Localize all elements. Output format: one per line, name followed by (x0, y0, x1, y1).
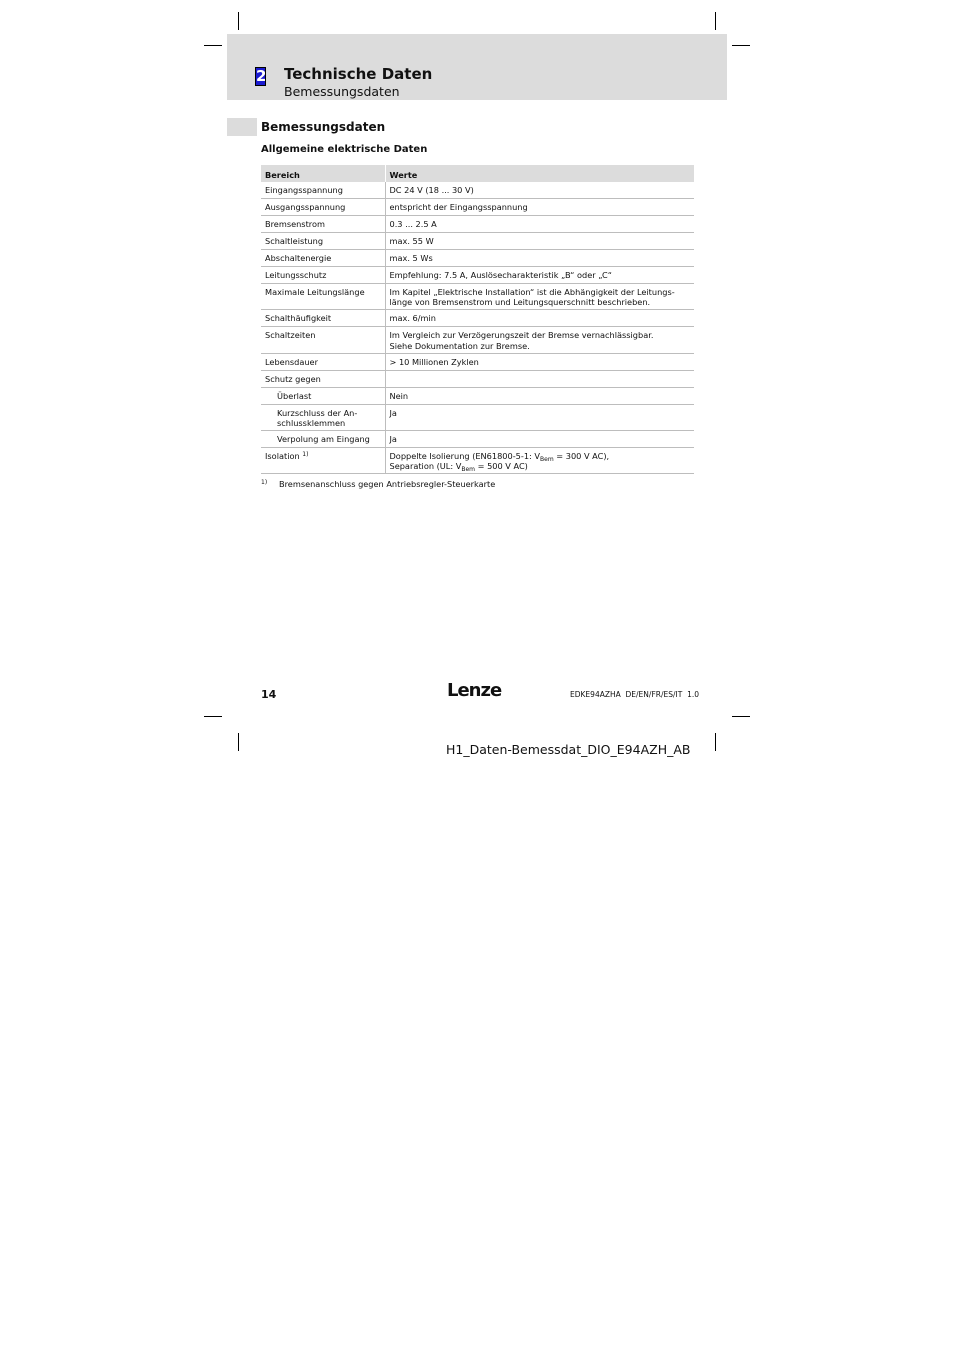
footnote-ref: 1) (302, 451, 309, 458)
row-value: max. 6/min (385, 310, 694, 327)
table-header-row (261, 165, 694, 182)
row-key: Schaltzeiten (261, 327, 385, 354)
table-row (261, 405, 694, 431)
table-row (261, 267, 694, 284)
row-value: > 10 Millionen Zyklen (385, 354, 694, 371)
row-value-line: Im Vergleich zur Verzögerungszeit der Bremse vernachlässigbar. (389, 330, 654, 340)
row-value-line: Im Kapitel „Elektrische Installation“ ist die Abhängigkeit der Leitungs- (389, 287, 675, 297)
crop-mark (715, 733, 716, 751)
row-value-line: länge von Bremsenstrom und Leitungsquerschnitt beschrieben. (389, 297, 651, 307)
row-key: Verpolung am Eingang (261, 431, 385, 448)
section-subtitle: Allgemeine elektrische Daten (261, 144, 428, 155)
row-key (261, 448, 385, 474)
chapter-header (227, 34, 727, 100)
row-value: max. 5 Ws (385, 250, 694, 267)
lenze-logo: Lenze (447, 680, 502, 701)
row-key: Eingangsspannung (261, 182, 385, 199)
row-key-line: schlussklemmen (277, 418, 346, 428)
row-value: Nein (385, 388, 694, 405)
column-header: Bereich (261, 165, 385, 182)
value-text: = 500 V AC) (475, 461, 528, 471)
page-number: 14 (261, 688, 277, 701)
footnote-text: Bremsenanschluss gegen Antriebsregler-Steuerkarte (279, 479, 496, 489)
value-text: = 300 V AC), (553, 451, 610, 461)
value-subscript: Bem (540, 456, 554, 463)
table-row (261, 233, 694, 250)
row-key (261, 405, 385, 431)
crop-mark (732, 716, 750, 717)
row-value (385, 327, 694, 354)
row-key: Schaltleistung (261, 233, 385, 250)
file-name: H1_Daten-Bemessdat_DIO_E94AZH_AB (446, 742, 691, 757)
document-reference: EDKE94AZHA DE/EN/FR/ES/IT 1.0 (570, 690, 700, 699)
chapter-subtitle: Bemessungsdaten (284, 84, 400, 99)
crop-mark (238, 733, 239, 751)
table-row (261, 284, 694, 310)
row-value (385, 448, 694, 474)
row-value-line: Siehe Dokumentation zur Bremse. (389, 341, 530, 351)
row-key-text: Isolation (265, 451, 300, 461)
row-value: Empfehlung: 7.5 A, Auslösecharakteristik „B“ oder „C“ (385, 267, 694, 284)
row-value: Ja (385, 431, 694, 448)
section-title: Bemessungsdaten (261, 120, 386, 134)
table-row (261, 216, 694, 233)
table-row (261, 354, 694, 371)
row-key: Maximale Leitungslänge (261, 284, 385, 310)
table-row (261, 182, 694, 199)
crop-mark (204, 716, 222, 717)
crop-mark (204, 45, 222, 46)
column-header: Werte (385, 165, 694, 182)
spec-table (261, 165, 694, 474)
footnote-mark: 1) (261, 479, 268, 486)
table-row (261, 388, 694, 405)
row-key: Ausgangsspannung (261, 199, 385, 216)
row-key: Schutz gegen (261, 371, 385, 388)
row-key: Bremsenstrom (261, 216, 385, 233)
table-row (261, 448, 694, 474)
row-value-line (390, 451, 692, 461)
crop-mark (715, 12, 716, 30)
crop-mark (732, 45, 750, 46)
table-row (261, 371, 694, 388)
table-row (261, 310, 694, 327)
row-value: entspricht der Eingangsspannung (385, 199, 694, 216)
row-value: Ja (385, 405, 694, 431)
row-value: 0.3 ... 2.5 A (385, 216, 694, 233)
chapter-title: Technische Daten (284, 65, 433, 83)
table-row (261, 431, 694, 448)
row-key: Lebensdauer (261, 354, 385, 371)
row-value (385, 371, 694, 388)
row-value: max. 55 W (385, 233, 694, 250)
value-text: Doppelte Isolierung (EN61800-5-1: V (389, 451, 541, 461)
footnote (261, 479, 495, 489)
crop-mark (238, 12, 239, 30)
table-row (261, 250, 694, 267)
table-row (261, 199, 694, 216)
row-key: Schalthäufigkeit (261, 310, 385, 327)
table-row (261, 327, 694, 354)
row-key: Abschaltenergie (261, 250, 385, 267)
row-key-line: Kurzschluss der An- (277, 408, 358, 418)
row-value (385, 284, 694, 310)
chapter-number: 2 (256, 67, 267, 85)
value-subscript: Bem (461, 466, 475, 473)
row-value: DC 24 V (18 ... 30 V) (385, 182, 694, 199)
row-key: Leitungsschutz (261, 267, 385, 284)
value-text: Separation (UL: V (389, 461, 462, 471)
section-marker (227, 118, 257, 136)
row-key: Überlast (261, 388, 385, 405)
